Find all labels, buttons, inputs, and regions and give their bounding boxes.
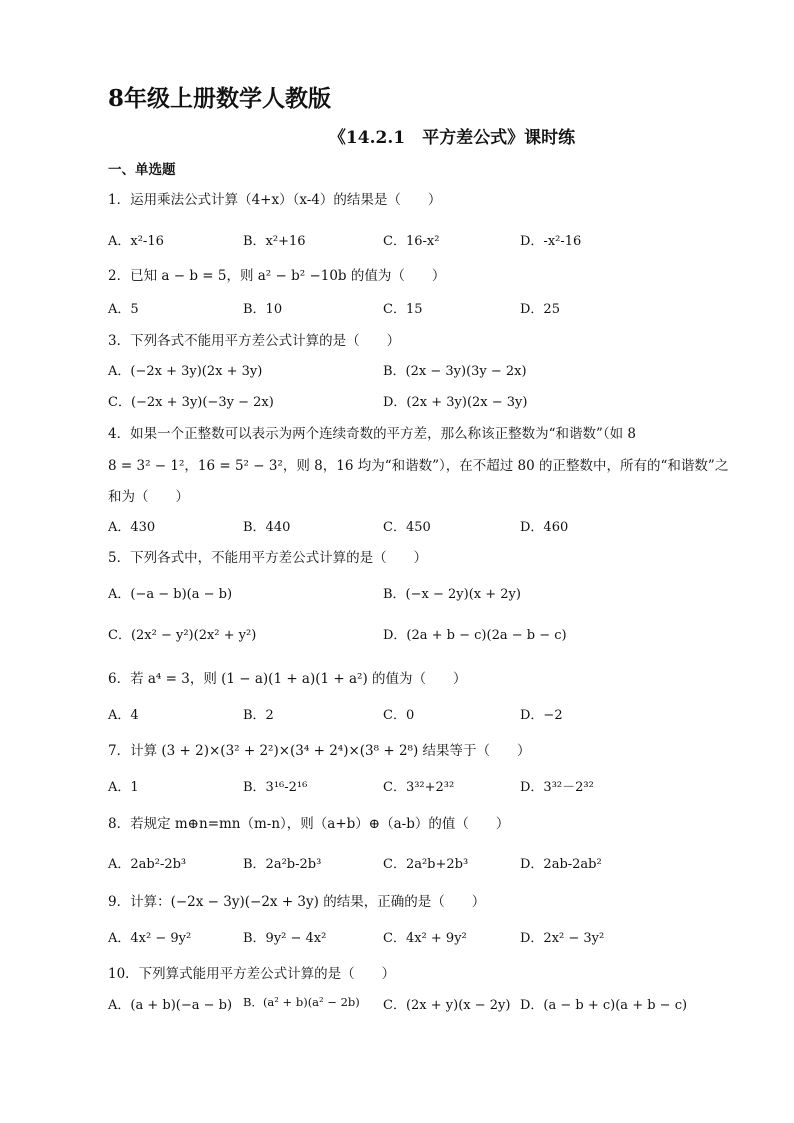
question-2-option-d: D．25 — [520, 302, 560, 317]
question-5-option-d: D．(2a + b − c)(2a − b − c) — [383, 628, 567, 643]
question-10-option-a: A．(a + b)(−a − b) — [108, 998, 233, 1013]
question-10-stem: 10．下列算式能用平方差公式计算的是（ ） — [108, 966, 396, 982]
question-6-stem: 6．若 a⁴ = 3，则 (1 − a)(1 + a)(1 + a²) 的值为（ ） — [108, 671, 467, 687]
question-1-option-d: D．-x²-16 — [520, 234, 582, 249]
question-2-option-c: C．15 — [383, 302, 423, 317]
question-5-option-a: A．(−a − b)(a − b) — [108, 587, 233, 602]
question-6-option-c: C．0 — [383, 708, 415, 723]
question-4-stem-line-3: 和为（ ） — [108, 489, 189, 505]
question-3-stem: 3．下列各式不能用平方差公式计算的是（ ） — [108, 333, 401, 349]
grade-heading: 8年级上册数学人教版 — [108, 85, 332, 112]
question-8-option-d: D．2ab-2ab² — [520, 857, 602, 872]
question-10-option-c: C．(2x + y)(x − 2y) — [383, 998, 511, 1013]
question-4-option-d: D．460 — [520, 520, 569, 535]
question-5-option-b: B．(−x − 2y)(x + 2y) — [383, 587, 521, 602]
question-5-option-c: C．(2x² − y²)(2x² + y²) — [108, 628, 257, 643]
section-heading: 一、单选题 — [108, 162, 176, 178]
question-4-option-c: C．450 — [383, 520, 431, 535]
question-5-stem: 5．下列各式中，不能用平方差公式计算的是（ ） — [108, 550, 428, 566]
question-2-option-a: A．5 — [108, 302, 139, 317]
question-7-option-d: D．3³²－2³² — [520, 780, 594, 795]
question-2-stem: 2．已知 a − b = 5，则 a² − b² −10b 的值为（ ） — [108, 268, 446, 284]
question-8-option-c: C．2a²b+2b³ — [383, 857, 469, 872]
question-6-option-a: A．4 — [108, 708, 139, 723]
question-1-option-b: B．x²+16 — [243, 234, 306, 249]
question-8-option-b: B．2a²b-2b³ — [243, 857, 322, 872]
question-7-option-b: B．3¹⁶-2¹⁶ — [243, 780, 308, 795]
question-3-option-a: A．(−2x + 3y)(2x + 3y) — [108, 364, 263, 379]
question-3-option-c: C．(−2x + 3y)(−3y − 2x) — [108, 395, 274, 410]
question-1-option-c: C．16-x² — [383, 234, 440, 249]
question-7-option-c: C．3³²+2³² — [383, 780, 455, 795]
question-9-option-b: B．9y² − 4x² — [243, 931, 327, 946]
question-4-stem-line-2: 8 = 3² − 1²，16 = 5² − 3²，则 8，16 均为“和谐数”），在不超过 80 的正整数中，所有的“和谐数”之 — [108, 458, 729, 474]
question-6-option-b: B．2 — [243, 708, 274, 723]
question-8-option-a: A．2ab²-2b³ — [108, 857, 187, 872]
question-9-option-c: C．4x² + 9y² — [383, 931, 467, 946]
question-6-option-d: D．−2 — [520, 708, 563, 723]
question-8-stem: 8．若规定 m⊕n=mn（m-n），则（a+b）⊕（a-b）的值（ ） — [108, 816, 510, 832]
question-7-stem: 7．计算 (3 + 2)×(3² + 2²)×(3⁴ + 2⁴)×(3⁸ + 2⁸) 结果等于（ ） — [108, 743, 531, 759]
question-7-option-a: A．1 — [108, 780, 139, 795]
question-4-option-a: A．430 — [108, 520, 156, 535]
question-1-option-a: A．x²-16 — [108, 234, 164, 249]
question-10-option-b: B．(a² + b)(a² − 2b) — [243, 995, 360, 1009]
question-9-stem: 9．计算：(−2x − 3y)(−2x + 3y) 的结果，正确的是（ ） — [108, 894, 486, 910]
question-1-stem: 1．运用乘法公式计算（4+x）（x-4）的结果是（ ） — [108, 192, 442, 208]
question-9-option-d: D．2x² − 3y² — [520, 931, 605, 946]
question-9-option-a: A．4x² − 9y² — [108, 931, 192, 946]
question-3-option-b: B．(2x − 3y)(3y − 2x) — [383, 364, 527, 379]
question-4-stem-line-1: 4．如果一个正整数可以表示为两个连续奇数的平方差，那么称该正整数为“和谐数”（如 8 — [108, 426, 637, 442]
question-4-option-b: B．440 — [243, 520, 291, 535]
question-10-option-d: D．(a − b + c)(a + b − c) — [520, 998, 688, 1013]
question-2-option-b: B．10 — [243, 302, 283, 317]
worksheet-title: 《14.2.1 平方差公式》课时练 — [328, 128, 576, 148]
question-3-option-d: D．(2x + 3y)(2x − 3y) — [383, 395, 528, 410]
